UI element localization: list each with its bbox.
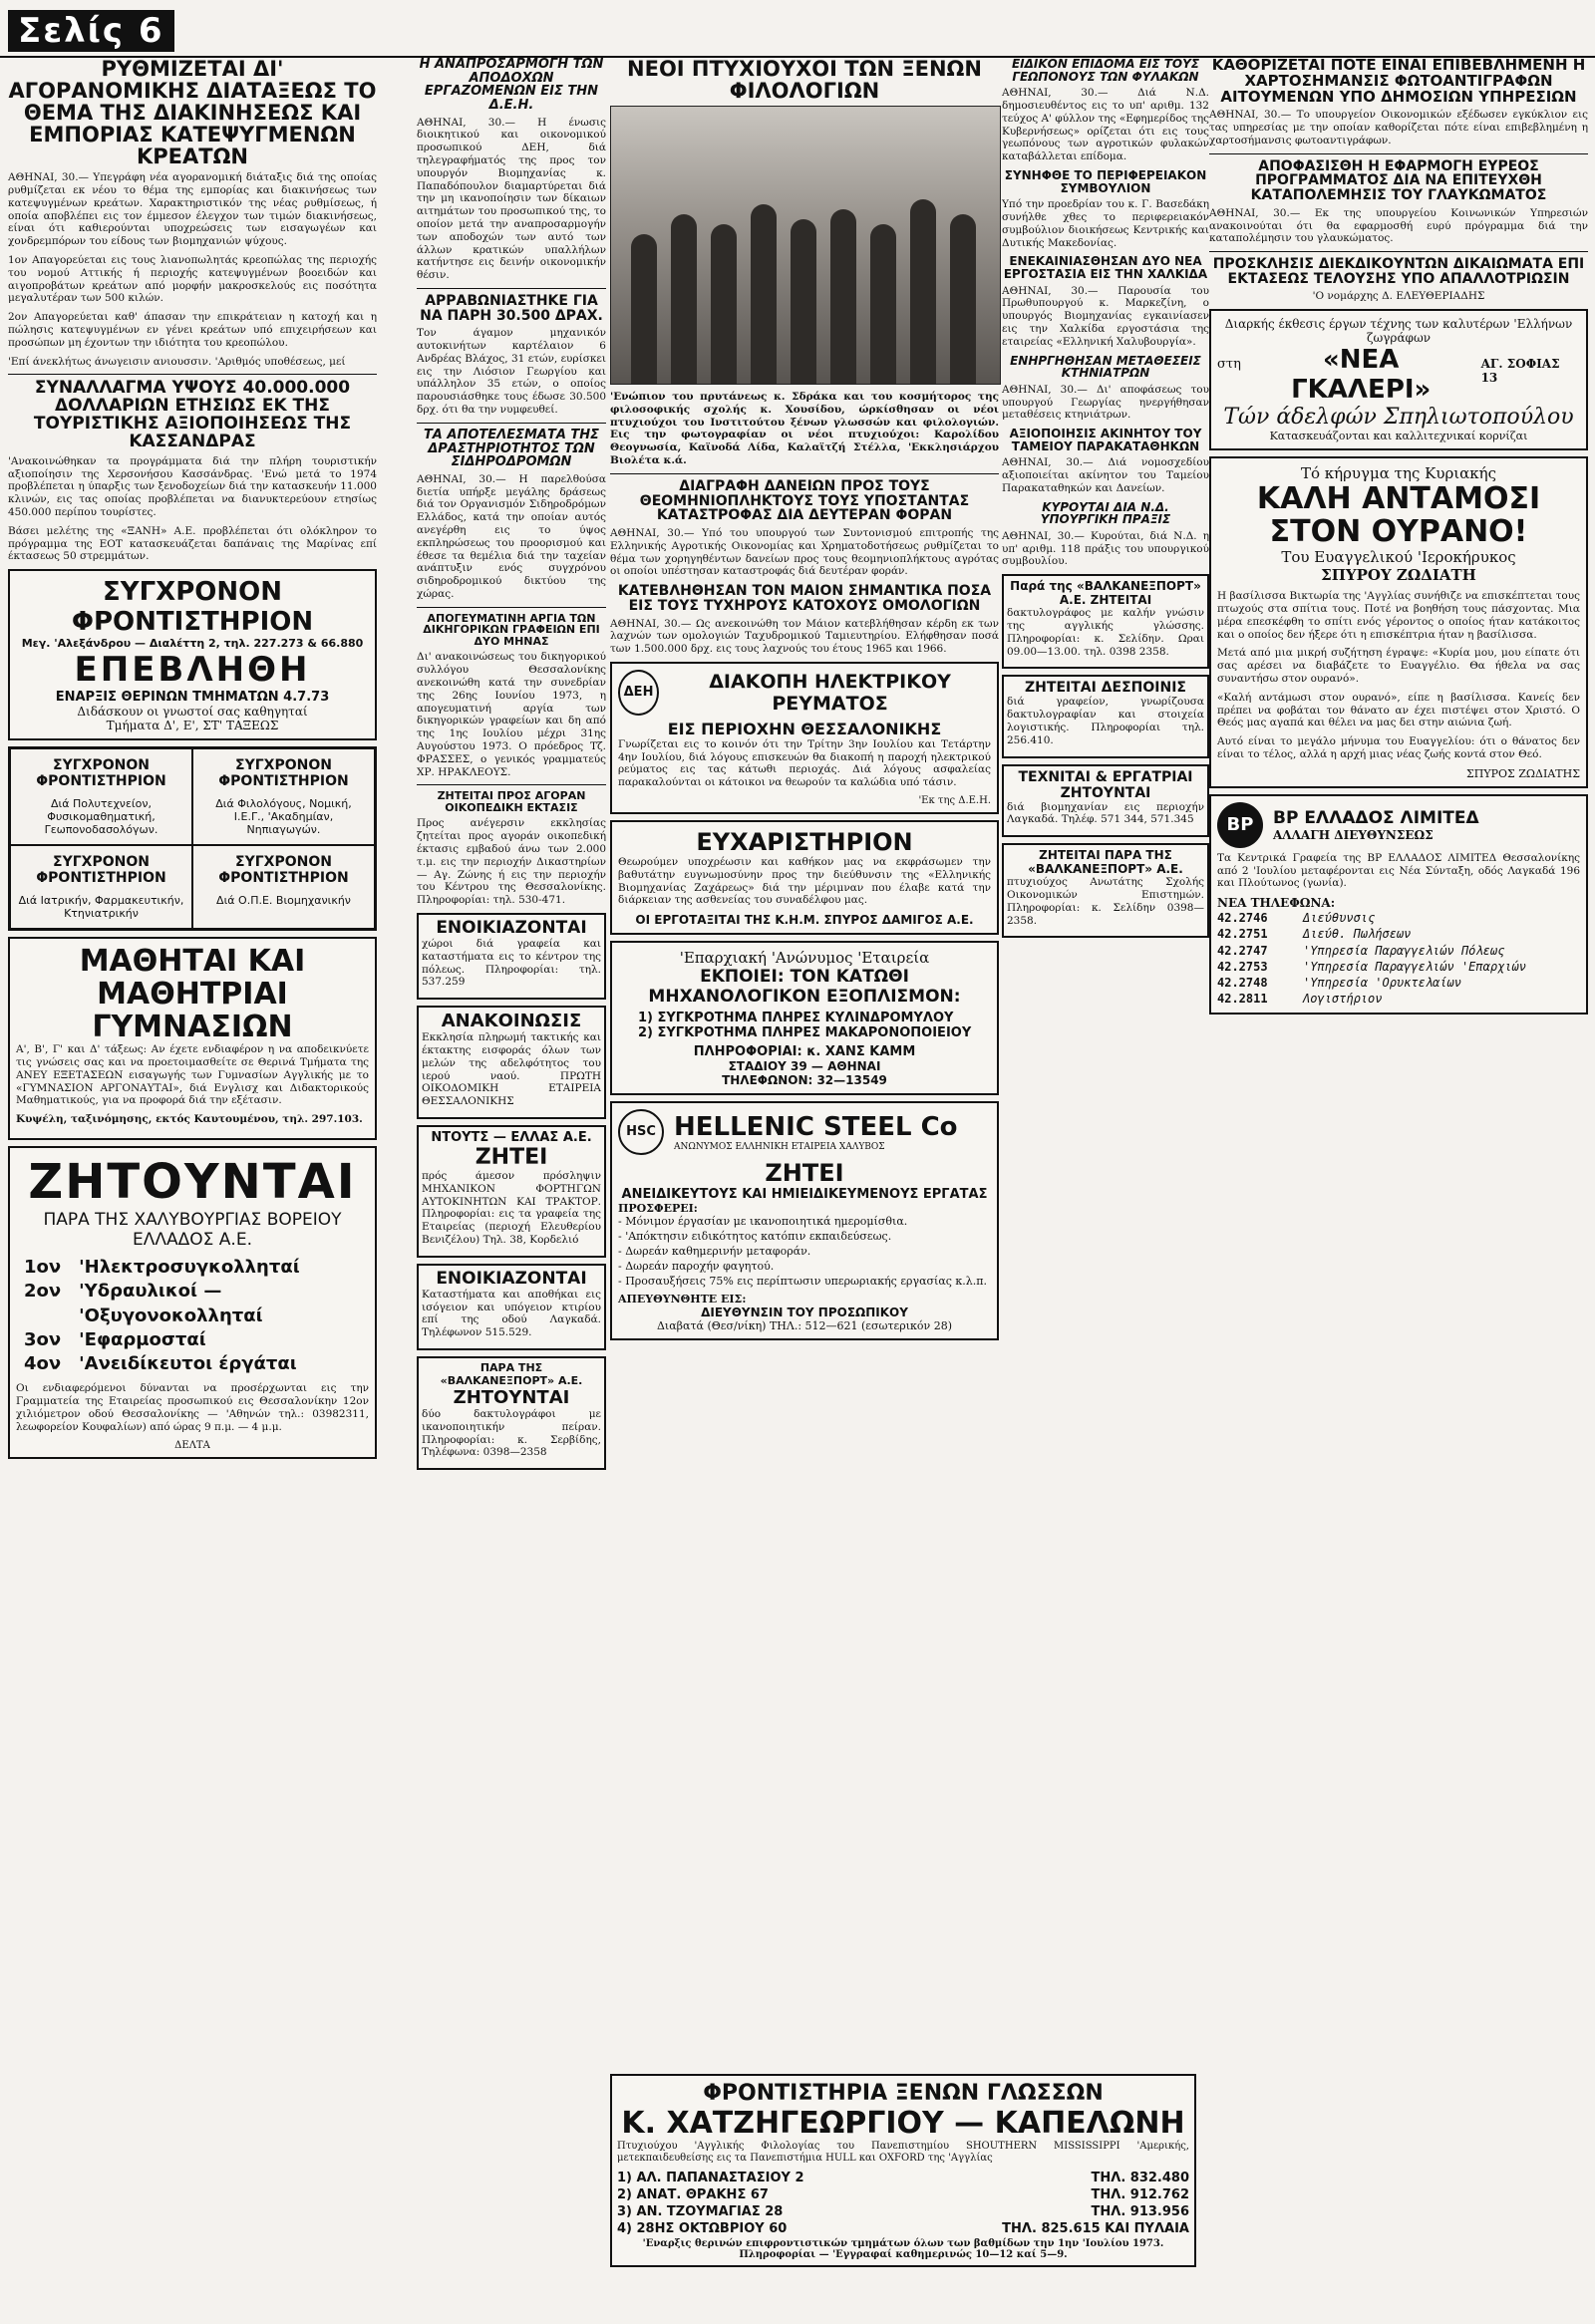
divider	[1209, 251, 1588, 252]
ad-text: διά βιομηχανίαν εις περιοχήν Λαγκαδά. Τηλέφ. 571 344, 571.345	[1007, 800, 1204, 826]
workers-wanted-ad	[1002, 764, 1209, 838]
headline-vets: ΕΝΗΡΓΗΘΗΣΑΝ ΜΕΤΑΘΕΣΕΙΣ ΚΤΗΝΙΑΤΡΩΝ	[1010, 353, 1201, 381]
headline-factories: ΕΝΕΚΑΙΝΙΑΣΘΗΣΑΝ ΔΥΟ ΝΕΑ ΕΡΓΟΣΤΑΣΙΑ ΕΙΣ ΤΗΝ ΧΑΛΚΙΔΑ	[1003, 254, 1208, 281]
list-item: 3) ΑΝ. ΤΖΟΥΜΑΓΙΑΣ 28 ΤΗΛ. 913.956	[617, 2204, 1189, 2220]
balkanexport-typist-ad	[1002, 574, 1209, 669]
ad-text: Τα Κεντρικά Γραφεία της BP ΕΛΛΑΔΟΣ ΛΙΜΙΤΕΔ Θεσσαλονίκης από 2 'Ιουλίου μεταφέρονται εις Νέα Σύνταξη, οδός Λαγκαδά 196 και Πλούτωνος (γωνία).	[1217, 851, 1580, 890]
article-text: Αυτό είναι το μεγάλο μήνυμα του Ευαγγελίου: ότι ο θάνατος δεν είναι το τέλος, αλλά η αρχή μιας νέας ζωής κοντά στον Θεό.	[1217, 735, 1580, 761]
article-text: ΑΘΗΝΑΙ, 30.— Ως ανεκοινώθη τον Μάιον κατεβλήθησαν κέρδη εκ των λαχνών των ομολογιών Ταχυδρομικού Ταμιευτηρίου. Ελήφθησαν ποσά των 1.500.000 δρχ. εις τους λαχνούς του έτους 1965 και 1966.	[610, 617, 999, 656]
ad-title: BP ΕΛΛΑΔΟΣ ΛΙΜΙΤΕΔ	[1273, 807, 1479, 828]
ad-text: Α', Β', Γ' και Δ' τάξεως: Αν έχετε ενδιαφέρον η να αποδεικνύετε τις γνώσεις σας και να προετοιμασθείτε σε Θερινά Τμήματα της ΑΝΕΥ ΕΞΕΤΑΣΕΩΝ εισαγωγής των Γυμνασίων Αγγλικής με το «ΓΥΜΝΑΣΙΟΝ ΑΡΓΟΝΑΥΤΑΙ», διά Ενγλισχ και Διδακτορικούς Μαθηματικούς, για να προφορά διά την εξέτασιν.	[16, 1043, 369, 1107]
ad-footer: 'Εναρξις θερινών επιφροντιστικών τμημάτων όλων των βαθμίδων την 1ην 'Ιουλίου 1973. Πληροφορίαι — 'Εγγραφαί καθημερινώς 10—12 καί 5—9.	[642, 2237, 1164, 2260]
ad-title: ΔΙΑΚΟΠΗ ΗΛΕΚΤΡΙΚΟΥ ΡΕΥΜΑΤΟΣ	[709, 670, 951, 715]
article-text: «Καλή αντάμωσι στον ουρανό», είπε η βασίλισσα. Κανείς δεν πρέπει να φοβάται τον θάνατο αν έχει πιστέψει στον Χριστό. Ο Θεός μας αγαπά και θέλει να μας δει στην αιώνια ζωή.	[1217, 691, 1580, 729]
sermon-column	[1209, 456, 1588, 788]
gallery-ad	[1209, 309, 1588, 450]
ad-name: Κ. ΧΑΤΖΗΓΕΩΡΓΙΟΥ — ΚΑΠΕΛΩΝΗ	[621, 2106, 1185, 2141]
article-text: Προς ανέγερσιν εκκλησίας ζητείται προς αγοράν οικοπεδική έκτασις εμβαδού άνω των 2.000 τ.μ. εις την περιοχήν Δικαστηρίων — Αγ. Ζώνης ή εις την περιοχήν του Κέντρου της Θεσσαλονίκης. Πληροφορίαι: τηλ. 530-471.	[417, 817, 606, 907]
headline-agronomists: ΕΙΔΙΚΟΝ ΕΠΙΔΟΜΑ ΕΙΣ ΤΟΥΣ ΓΕΩΠΟΝΟΥΣ ΤΩΝ ΦΥΛΑΚΩΝ	[1011, 57, 1200, 84]
article-text: 1ον Απαγορεύεται εις τους λιανοπωλητάς κρεοπώλας της περιοχής του νομού Αττικής ή περιοχής κατεψυγμένων βοοειδών και αιγοπροβάτων κρεάτων από μορφήν μακροσκελούς εις ποσότητα μεγαλυτέραν των 500 κιλών.	[8, 254, 377, 305]
headline-council: ΣΥΝΗΦΘΕ ΤΟ ΠΕΡΙΦΕΡΕΙΑΚΟΝ ΣΥΜΒΟΥΛΙΟΝ	[1004, 167, 1207, 195]
article-text: ΑΘΗΝΑΙ, 30.— Υπεγράφη νέα αγορανομική διάταξις διά της οποίας ρυθμίζεται εκ νέου το θέμα της εμπορίας και διακινήσεως των κατεψυγμένων κρεάτων. Χαρακτηριστικόν της νέας ρυθμίσεως, ή οποία αποβλέπει εις τον έμμεσον έλεγχον των τιμών διακινήσεως, είναι ότι καθιερούνται υποχρεώσεις των εισαγωγέων και χονδρεμπόρων του είδους των βιομηχανιών ψύχους.	[8, 171, 377, 248]
page-header	[0, 4, 1595, 58]
ad-title: ΖΗΤΕΙ	[475, 1145, 548, 1171]
ad-title: ΕΚΠΟΙΕΙ: ΤΟΝ ΚΑΤΩΘΙ ΜΗΧΑΝΟΛΟΓΙΚΟΝ ΕΞΟΠΛΙΣΜΟΝ:	[648, 967, 961, 1008]
power-cut-ad	[610, 662, 999, 814]
miss-wanted-ad	[1002, 675, 1209, 757]
bp-ad	[1209, 794, 1588, 1016]
list-item: 2ον 'Υδραυλικοί — 'Οξυγονοκολληταί	[24, 1281, 263, 1326]
offer-list	[618, 1215, 991, 1289]
rent-ad-2	[417, 1264, 606, 1350]
phone-list	[1217, 910, 1580, 1007]
article-text: ΑΘΗΝΑΙ, 30.— Παρουσία του Πρωθυπουργού κ. Μαρκεζίνη, ο υπουργός Βιομηχανίας εγκαινίασεν εις την Χαλκίδα εργοστάσια της εταιρείας «Ελληνική Χαλυβουργία».	[1002, 284, 1209, 348]
ad-text: Κατασκευάζονται και καλλιτεχνικαί κορνίζαι	[1269, 430, 1528, 443]
article-text: ΑΘΗΝΑΙ, 30.— Διά νομοσχεδίου αξιοποιείται ακίνητον του Ταμείου Παρακαταθηκών και Δανείων.	[1002, 456, 1209, 494]
list-item: 1ον 'Ηλεκτροσυγκολληταί	[24, 1256, 300, 1278]
ad-text: ΕΝΑΡΞΙΣ ΘΕΡΙΝΩΝ ΤΜΗΜΑΤΩΝ 4.7.73	[55, 690, 330, 706]
list-item: 4) 28ΗΣ ΟΚΤΩΒΡΙΟΥ 60 ΤΗΛ. 825.615 ΚΑΙ ΠΥΛΑΙΑ	[617, 2221, 1189, 2237]
gallery-address: ΑΓ. ΣΟΦΙΑΣ 13	[1480, 357, 1560, 386]
ad-text: Διαρκής έκθεσις έργων τέχνης των καλυτέρων 'Ελλήνων ζωγράφων	[1224, 317, 1573, 346]
ad-text: Καταστήματα και αποθήκαι εις ισόγειον και υπόγειον κτιρίου επί της οδού Λαγκαδά. Τηλέφωνον 515.529.	[422, 1288, 601, 1339]
ad-signature: 'Εκ της Δ.Ε.Η.	[918, 795, 991, 807]
ad-sub: ΕΙΣ ΠΕΡΙΟΧΗΝ ΘΕΣΣΑΛΟΝΙΚΗΣ	[667, 719, 942, 738]
headline-plot: ΖΗΤΕΙΤΑΙ ΠΡΟΣ ΑΓΟΡΑΝ ΟΙΚΟΠΕΔΙΚΗ ΕΚΤΑΣΙΣ	[437, 789, 586, 814]
article-text: ΑΘΗΝΑΙ, 30.— Δι' αποφάσεως του υπουργού Γεωργίας ηνεργήθησαν μεταθέσεις κτηνιάτρων.	[1002, 383, 1209, 422]
job-list	[24, 1256, 369, 1376]
article-text: ΑΘΗΝΑΙ, 30.— Υπό του υπουργού των Συντονισμού επιτροπής της Ελληνικής Αγροτικής Οικονομίας και Χρηματοδοτήσεως ρυθμίζεται το θέμα των χορηγηθέντων δανείων προς τους θεομηνιοπλήκτους αγρότας οι οποίοι υπέστησαν καταστροφάς διά δευτέραν φοράν.	[610, 526, 999, 578]
deh-logo: ΔΕΗ	[618, 670, 659, 716]
divider	[417, 784, 606, 785]
list-item: 42.2746 Διεύθυνσις	[1217, 911, 1376, 926]
article-text: ΑΘΗΝΑΙ, 30.— Εκ της υπουργείου Κοινωνικών Υπηρεσιών ανακοινούται ότι θα εφαρμοσθή ευρύ πρόγραμμα διά την καταπολέμησιν του γλαυκώματος.	[1209, 206, 1588, 245]
column-4	[1002, 58, 1209, 944]
headline-engagement: ΑΡΡΑΒΩΝΙΑΣΤΗΚΕ ΓΙΑ ΝΑ ΠΑΡΗ 30.500 ΔΡΑΧ.	[420, 292, 603, 324]
list-item: 42.2753 'Υπηρεσία Παραγγελιών 'Επαρχιών	[1217, 959, 1526, 974]
ad-signature: ΔΕΛΤΑ	[174, 1439, 210, 1451]
divider	[417, 607, 606, 608]
column-5	[1209, 58, 1588, 1020]
divider	[417, 423, 606, 424]
list-item: 3ον 'Εφαρμοσταί	[24, 1328, 206, 1350]
ad-text: Τμήματα Δ', Ε', ΣΤ' ΤΑΞΕΩΣ	[106, 719, 279, 733]
ad-title: ΣΥΓΧΡΟΝΟΝ ΦΡΟΝΤΙΣΤΗΡΙΟΝ	[71, 577, 314, 638]
balkanexport-ad	[417, 1356, 606, 1470]
ad-text: ΠΡΟΣΦΕΡΕΙ:	[618, 1202, 698, 1216]
ad-text: ΔΙΕΥΘΥΝΣΙΝ ΤΟΥ ΠΡΟΣΩΠΙΚΟΥ	[701, 1306, 908, 1320]
ad-title: ΖΗΤΟΥΝΤΑΙ	[28, 1153, 357, 1210]
graduate-wanted-ad	[1002, 843, 1209, 938]
article-text: Υπό την προεδρίαν του κ. Γ. Βασεδάκη συνήλθε χθες το περιφερειακόν συμβούλιον διοικήσεως Κεντρικής και Δυτικής Μακεδονίας.	[1002, 198, 1209, 249]
ad-text: Τών άδελφών Σπηλιωτοπούλου	[1223, 405, 1574, 431]
hellenic-steel-ad	[610, 1101, 999, 1340]
list-item: 2) ΣΥΓΚΡΟΤΗΜΑ ΠΛΗΡΕΣ ΜΑΚΑΡΟΝΟΠΟΙΕΙΟΥ	[638, 1025, 972, 1041]
list-item: - 'Απόκτησιν ειδικότητος κατόπιν εκπαιδεύσεως.	[618, 1230, 892, 1244]
ad-text: Οι ενδιαφερόμενοι δύνανται να προσέρχωνται εις την Γραμματεία της Εταιρείας προσωπικού εις Θεσσαλονίκην 12ον χιλιόμετρον οδού Θεσσαλονίκης — 'Αθηνών τηλ.: 03982311, λεωφορείον Κουφαλίων) από ώρας 9 π.μ. — 4 μ.μ.	[16, 1382, 369, 1433]
ad-title: ΕΝΟΙΚΙΑΖΟΝΤΑΙ	[436, 1268, 587, 1289]
ad-title: ΜΑΘΗΤΑΙ ΚΑΙ ΜΑΘΗΤΡΙΑΙ ΓΥΜΝΑΣΙΩΝ	[79, 944, 306, 1045]
list-item: 4ον 'Ανειδίκευτοι έργάται	[24, 1353, 297, 1375]
headline-frozen-meat: ΡΥΘΜΙΖΕΤΑΙ ΔΙ' ΑΓΟΡΑΝΟΜΙΚΗΣ ΔΙΑΤΑΞΕΩΣ ΤΟ ΘΕΜΑ ΤΗΣ ΔΙΑΚΙΝΗΣΕΩΣ ΚΑΙ ΕΜΠΟΡΙΑΣ ΚΑΤΕΨΥΓΜΕΝΩΝ ΚΡΕΑΤΩΝ	[8, 57, 377, 169]
divider	[417, 288, 606, 289]
article-text: ΑΘΗΝΑΙ, 30.— Το υπουργείον Οικονομικών εξέδωσεν εγκύκλιον εις τας υπηρεσίας με την οποίαν καθορίζεται πότε είναι επιβεβλημένη η χαρτοσήμανσις φωτοαντιγράφων.	[1209, 109, 1588, 146]
headline-lawyers: ΑΠΟΓΕΥΜΑΤΙΝΗ ΑΡΓΙΑ ΤΩΝ ΔΙΚΗΓΟΡΙΚΩΝ ΓΡΑΦΕΙΩΝ ΕΠΙ ΔΥΟ ΜΗΝΑΣ	[423, 611, 600, 648]
column-2	[417, 58, 606, 1476]
ad-contact: ΠΛΗΡΟΦΟΡΙΑΙ: κ. ΧΑΝΣ ΚΑΜΜ	[693, 1044, 916, 1060]
ad-title: ΖΗΤΕΙΤΑΙ ΠΑΡΑ ΤΗΣ «ΒΑΛΚΑΝΕΞΠΟΡΤ» Α.Ε.	[1028, 848, 1183, 877]
bp-logo: BP	[1217, 802, 1263, 848]
ad-title: ΑΝΑΚΟΙΝΩΣΙΣ	[441, 1011, 582, 1032]
ad-org: 'Επαρχιακή 'Ανώνυμος 'Εταιρεία	[679, 949, 930, 968]
ad-text: διά γραφείον, γνωρίζουσα δακτυλογραφίαν και στοιχεία λογιστικής. Πληροφορίαι τηλ. 256.410.	[1007, 696, 1204, 746]
ad-text: Πτυχιούχου 'Αγγλικής Φιλολογίας του Πανεπιστημίου SHOUTHERN MISSISSIPPI 'Αμερικής, μετεκπαιδευθείσης εις τα Πανεπιστήμια HULL και OXFORD της 'Αγγλίας	[617, 2141, 1189, 2165]
ad-text: ΑΠΕΥΘΥΝΘΗΤΕ ΕΙΣ:	[618, 1293, 747, 1307]
ad-sub: ΑΛΛΑΓΗ ΔΙΕΥΘΥΝΣΕΩΣ	[1273, 827, 1434, 842]
article-text: Μετά από μια μικρή συζήτηση έγραψε: «Κυρία μου, μου είπατε ότι σας αρέσει να διαβάζετε το Ευαγγέλιο. Θα ήθελα να σας συναντήσω στον ουρανό».	[1217, 647, 1580, 686]
ad-sub: ΠΑΡΑ ΤΗΣ ΧΑΛΥΒΟΥΡΓΙΑΣ ΒΟΡΕΙΟΥ ΕΛΛΑΔΟΣ Α.Ε.	[43, 1209, 342, 1250]
ad-address: ΣΤΑΔΙΟΥ 39 — ΑΘΗΝΑΙ	[728, 1059, 881, 1074]
column-1	[8, 58, 377, 1465]
article-text: 2ον Απαγορεύεται καθ' άπασαν την επικράτειαν η κατοχή και η πώλησις κατεψυγμένων εν γένει κρεάτων υπό επιχειρήσεων και προσώπων μη έχοντων την ιδιότητα του κρεοπώλου.	[8, 311, 377, 349]
list-item: - Μόνιμον έργασίαν με ικανοποιητικά ημερομίσθια.	[618, 1215, 908, 1229]
article-text: ΑΘΗΝΑΙ, 30.— Διά Ν.Δ. δημοσιευθέντος εις το υπ' αριθμ. 132 τεύχος Α' φύλλον της «Εφημερίδος της Κυβερνήσεως» ορίζεται ότι εις τους γεωπόνους των αγροτικών φυλακών καταβάλλεται επίδομα.	[1002, 87, 1209, 163]
ad-text: Διδάσκουν οι γνωστοί σας καθηγηταί	[77, 705, 308, 720]
ad-name: ΕΠΕΒΛΗΘΗ	[74, 650, 311, 691]
ad-contact: Κυψέλη, ταξινόμησης, εκτός Καυτουμένου, τηλ. 297.103.	[16, 1113, 363, 1126]
ad-text: δύο δακτυλογράφοι με ικανοποιητικήν πείραν. Πληροφορίαι: κ. Σερβίδης, Τηλέφωνα: 0398—2358	[422, 1407, 601, 1459]
sermon-author: ΣΠΥΡΟΥ ΖΩΔΙΑΤΗ	[1321, 566, 1476, 585]
list-item: - Προσαυξήσεις 75% εις περίπτωσιν υπερωριακής εργασίας κ.λ.π.	[618, 1274, 987, 1288]
language-school-ad	[610, 2074, 1196, 2267]
article-text: ΑΘΗΝΑΙ, 30.— Η ένωσις διοικητικού και οικονομικού προσωπικού ΔΕΗ, διά τηλεγραφήματός της προς τον υπουργόν Βιομηχανίας κ. Παπαδόπουλον διαμαρτύρεται διά την μη ικανοποίησιν των δίκαιων αιτημάτων του προσωπικού της, το οποίον μετά την αναπροσαρμογήν των αποδοχών των αυτό των άλλων κρατικών υπαλλήλων κατήντησε εις δεινήν οικονομικήν θέσιν.	[417, 116, 606, 282]
headline-graduates: ΝΕΟΙ ΠΤΥΧΙΟΥΧΟΙ ΤΩΝ ΞΕΝΩΝ ΦΙΛΟΛΟΓΙΩΝ	[627, 57, 982, 104]
divider	[1209, 153, 1588, 154]
ad-address: Διαβατά (Θεσ/νίκη) ΤΗΛ.: 512—621 (εσωτερικόν 28)	[656, 1319, 953, 1333]
headline-loans: ΔΙΑΓΡΑΦΗ ΔΑΝΕΙΩΝ ΠΡΟΣ ΤΟΥΣ ΘΕΟΜΗΝΙΟΠΛΗΚΤΟΥΣ ΤΟΥΣ ΥΠΟΣΤΑΝΤΑΣ ΚΑΤΑΣΤΡΟΦΑΣ ΔΙΑ ΔΕΥΤΕΡΑΝ ΦΟΡΑΝ	[639, 477, 970, 524]
ad-text: χώροι διά γραφεία και καταστήματα εις το κέντρον της πόλεως. Πληροφορίαι: τηλ. 537.259	[422, 938, 601, 989]
ad-address: Μεγ. 'Αλεξάνδρου — Διαλέττη 2, τηλ. 227.273 & 66.880	[21, 637, 364, 651]
students-ad	[8, 937, 377, 1140]
list-item: - Δωρεάν παροχήν φαγητού.	[618, 1259, 775, 1273]
equipment-sale-ad	[610, 941, 999, 1095]
steel-logo: HSC	[618, 1109, 664, 1155]
ad-title: ΖΗΤΕΙΤΑΙ ΔΕΣΠΟΙΝΙΣ	[1025, 680, 1186, 697]
ad-phone: ΤΗΛΕΦΩΝΟΝ: 32—13549	[722, 1073, 887, 1088]
headline-property: ΑΞΙΟΠΟΙΗΣΙΣ ΑΚΙΝΗΤΟΥ ΤΟΥ ΤΑΜΕΙΟΥ ΠΑΡΑΚΑΤΑΘΗΚΩΝ	[1009, 427, 1202, 453]
ad-text: στη	[1217, 357, 1241, 373]
ad-text: Εκκλησία πληρωμή τακτικής και έκτακτης εισφοράς όλων των μελών της αδελφότητος του ιερού ναού. ΠΡΩΤΗ ΟΙΚΟΔΟΜΙΚΗ ΕΤΑΙΡΕΙΑ ΘΕΣΣΑΛΟΝΙΚΗΣ	[422, 1031, 601, 1108]
grid-cell: ΣΥΓΧΡΟΝΟΝ ΦΡΟΝΤΙΣΤΗΡΙΟΝ Διά Ιατρικήν, Φαρμακευτικήν, Κτηνιατρικήν	[10, 845, 192, 929]
article-text: Τον άγαμον μηχανικόν αυτοκινήτων καρτέλαιον 6 Ανδρέας Βλάχος, 31 ετών, ευρίσκει εις την Λιόσιον Γεωργίου και υπάλληλον 35 ετών, ο οποίος παρουσιάσθηκε τους έδωσε 30.500 δρχ. ότι θα την νυμφευθεί.	[417, 327, 606, 417]
grid-cell: ΣΥΓΧΡΟΝΟΝ ΦΡΟΝΤΙΣΤΗΡΙΟΝ Διά Πολυτεχνείον, Φυσικομαθηματική, Γεωπονοδασολόγων.	[10, 748, 192, 845]
ad-title: ΠΑΡΑ ΤΗΣ «ΒΑΛΚΑΝΕΞΠΟΡΤ» Α.Ε.	[440, 1360, 583, 1387]
ad-title: ΤΕΧΝΙΤΑΙ & ΕΡΓΑΤΡΙΑΙ ΖΗΤΟΥΝΤΑΙ	[1018, 768, 1193, 801]
ad-text: πτυχιούχος Ανωτάτης Σχολής Οικονομικών Επιστημών. Πληροφορίαι: κ. Σελίδην 0398—2358.	[1007, 876, 1204, 927]
headline-ministerial-act: ΚΥΡΟΥΤΑΙ ΔΙΑ Ν.Δ. ΥΠΟΥΡΓΙΚΗ ΠΡΑΞΙΣ	[1040, 499, 1171, 527]
headline-kassandra: ΣΥΝΑΛΛΑΓΜΑ ΥΨΟΥΣ 40.000.000 ΔΟΛΛΑΡΙΩΝ ΕΤΗΣΙΩΣ ΕΚ ΤΗΣ ΤΟΥΡΙΣΤΙΚΗΣ ΑΞΙΟΠΟΙΗΣΕΩΣ ΤΗΣ ΚΑΣΣΑΝΔΡΑΣ	[33, 378, 352, 451]
sermon-signature: ΣΠΥΡΟΣ ΖΩΔΙΑΤΗΣ	[1465, 766, 1580, 780]
ad-title: HELLENIC STEEL Co	[674, 1112, 958, 1143]
list-item: 2) ΑΝΑΤ. ΘΡΑΚΗΣ 67 ΤΗΛ. 912.762	[617, 2187, 1189, 2203]
ad-sub: ΑΝΕΙΔΙΚΕΥΤΟΥΣ ΚΑΙ ΗΜΙΕΙΔΙΚΕΥΜΕΝΟΥΣ ΕΡΓΑΤΑΣ	[621, 1187, 988, 1203]
ad-text: ΝΕΑ ΤΗΛΕΦΩΝΑ:	[1217, 896, 1336, 911]
announcement-ad	[417, 1006, 606, 1119]
ad-title: ΖΗΤΟΥΝΤΑΙ	[453, 1386, 570, 1408]
ad-text: πρός άμεσον πρόσληψιν ΜΗΧΑΝΙΚΟΝ ΦΟΡΤΗΓΩΝ ΑΥΤΟΚΙΝΗΤΩΝ ΚΑΙ ΤΡΑΚΤΟΡ. Πληροφορίαι: εις τα γραφεία της Εταιρείας (περιοχή Ελευθερίου Βενιζέλου) Τηλ. 38, Κορδελιό	[422, 1170, 601, 1246]
divider	[610, 473, 999, 474]
headline-photocopies: ΚΑΘΟΡΙΖΕΤΑΙ ΠΟΤΕ ΕΙΝΑΙ ΕΠΙΒΕΒΛΗΜΕΝΗ Η ΧΑΡΤΟΣΗΜΑΝΣΙΣ ΦΩΤΟΑΝΤΙΓΡΑΦΩΝ ΑΙΤΟΥΜΕΝΩΝ ΥΠΟ ΔΗΜΟΣΙΩΝ ΥΠΗΡΕΣΙΩΝ	[1211, 56, 1586, 106]
ad-sub: ΑΝΩΝΥΜΟΣ ΕΛΛΗΝΙΚΗ ΕΤΑΙΡΕΙΑ ΧΑΛΥΒΟΣ	[674, 1142, 885, 1153]
ad-title: Παρά της «ΒΑΛΚΑΝΕΞΠΟΡΤ» Α.Ε. ΖΗΤΕΙΤΑΙ	[1010, 579, 1201, 608]
tutoring-ad	[8, 569, 377, 740]
headline-expropriation: ΠΡΟΣΚΛΗΣΙΣ ΔΙΕΚΔΙΚΟΥΝΤΩΝ ΔΙΚΑΙΩΜΑΤΑ ΕΠΙ ΕΚΤΑΣΕΩΣ ΤΕΛΟΥΣΗΣ ΥΠΟ ΑΠΑΛΛΟΤΡΙΩΣΙΝ	[1212, 256, 1585, 287]
article-text: Βάσει μελέτης της «ΞΑΝΗ» Α.Ε. προβλέπεται ότι ολόκληρον το πρόγραμμα της ΕΟΤ κατασκευάζεται δαπάναις της Μαρίνας επί έκτασεως 50 στρεμμάτων.	[8, 524, 377, 563]
gallery-name: «ΝΕΑ ΓΚΑΛΕΡΙ»	[1291, 345, 1432, 406]
sermon-by: Του Ευαγγελικού 'Ιεροκήρυκος	[1281, 548, 1516, 567]
list-item: 42.2811 Λογιστήριον	[1217, 992, 1383, 1007]
ad-text: Θεωρούμεν υποχρέωσιν και καθήκον μας να εκφράσωμεν την βαθυτάτην ευγνωμοσύνην προς την διεύθυνσιν της «Ελληνικής Βιομηχανίας Ζαχάρεως» διά την μέριμναν που έλαβε κατά την διάρκειαν της ασθενείας του συναδέλφου μας.	[618, 856, 991, 907]
school-branches	[617, 2171, 1189, 2238]
grid-cell: ΣΥΓΧΡΟΝΟΝ ΦΡΟΝΤΙΣΤΗΡΙΟΝ Διά Φιλολόγους, Νομική, Ι.Ε.Γ., 'Ακαδημίαν, Νηπιαγωγών.	[192, 748, 375, 845]
sermon-title: ΚΑΛΗ ΑΝΤΑΜΟΣΙ ΣΤΟΝ ΟΥΡΑΝΟ!	[1256, 481, 1541, 550]
ad-text: δακτυλογράφος με καλήν γνώσιν της αγγλικής γλώσσης. Πληροφορίαι: κ. Σελίδην. Ωραι 09.00—13.00. τηλ. 0398 2358.	[1007, 607, 1204, 658]
thanks-ad	[610, 820, 999, 935]
article-text: 'Ανακοινώθηκαν τα προγράμματα διά την πλήρη τουριστικήν αξιοποίησιν της Χερσονήσου Κασσάνδρας. 'Ενώ μετά το 1974 προβλέπεται η ύπαρξις των ξενοδοχείων διά την κατασκευήν 11.000 κλινών, εις τας οποίας προβλέπεται να διανυκτερεύουν ετησίως 450.000 περίπου τουρίστες.	[8, 454, 377, 518]
ad-title: ΕΝΟΙΚΙΑΖΟΝΤΑΙ	[436, 918, 587, 939]
sermon-pre: Τό κήρυγμα της Κυριακής	[1300, 464, 1497, 483]
article-text: Η βασίλισσα Βικτωρία της 'Αγγλίας συνήθιζε να επισκέπτεται τους πτωχούς στα σπίτια τους. Ποτέ να βοηθήση τους πάσχοντας. Μια μέρα επεσκέφθη το σπίτι ενός γέροντος ο οποίος ήταν κατάκοιτος και ο οποίος δεν ήξερε ότι η επισκέπτρια ήταν η βασίλισσα.	[1217, 590, 1580, 641]
list-item: - Δωρεάν καθημερινήν μεταφοράν.	[618, 1244, 811, 1258]
column-3	[610, 58, 999, 1346]
ad-text: Γνωρίζεται εις το κοινόν ότι την Τρίτην 3ην Ιουλίου και Τετάρτην 4ην Ιουλίου, διά λόγους επισκευών θα διακοπή η παροχή ηλεκτρικού ρεύματος εις τας κάτωθι περιοχάς. Διά λόγους ασφαλείας παρακαλούνται οι κάτοικοι να θεωρούν τα καλώδια υπό τάσιν.	[618, 737, 991, 789]
headline-glaucoma: ΑΠΟΦΑΣΙΣΘΗ Η ΕΦΑΡΜΟΓΗ ΕΥΡΕΟΣ ΠΡΟΓΡΑΜΜΑΤΟΣ ΔΙΑ ΝΑ ΕΠΙΤΕΥΧΘΗ ΚΑΤΑΠΟΛΕΜΗΣΙΣ ΤΟΥ ΓΛΑΥΚΩΜΑΤΟΣ	[1250, 157, 1547, 204]
headline-railways: ΤΑ ΑΠΟΤΕΛΕΣΜΑΤΑ ΤΗΣ ΔΡΑΣΤΗΡΙΟΤΗΤΟΣ ΤΩΝ ΣΙΔΗΡΟΔΡΟΜΩΝ	[423, 427, 600, 470]
article-text: 'Επί άνεκλήτως άνωγεισιν ανιουσσιν. 'Αριθμός υποθέσεως, μεί	[8, 355, 346, 368]
headline-bonds: ΚΑΤΕΒΛΗΘΗΣΑΝ ΤΟΝ ΜΑΙΟΝ ΣΗΜΑΝΤΙΚΑ ΠΟΣΑ ΕΙΣ ΤΟΥΣ ΤΥΧΗΡΟΥΣ ΚΑΤΟΧΟΥΣ ΟΜΟΛΟΓΙΩΝ	[617, 583, 992, 614]
list-item: 42.2747 'Υπηρεσία Παραγγελιών Πόλεως	[1217, 943, 1505, 958]
ad-title: ΕΥΧΑΡΙΣΤΗΡΙΟΝ	[696, 828, 913, 857]
list-item: 42.2748 'Υπηρεσία 'Ορυκτελαίων	[1217, 975, 1461, 990]
ad-signature: ΟΙ ΕΡΓΟΤΑΞΙΤΑΙ ΤΗΣ Κ.Η.Μ. ΣΠΥΡΟΣ ΔΑΜΙΓΟΣ Α.Ε.	[635, 913, 974, 928]
article-text: Δι' ανακοινώσεως του δικηγορικού συλλόγου Θεσσαλονίκης ανεκοινώθη κατά την συνεδρίαν της 26ης Ιουνίου 1973, η απογευματινή αργία των δικηγορικών γραφείων και δη από της 1ης Ιουλίου μέχρι 31ης Αυγούστου 1973. Ο πρόεδρος Τζ. ΦΡΑΣΣΕΣ, ο γενικός γραμματεύς ΧΡ. ΗΡΑΚΛΕΟΥΣ.	[417, 651, 606, 778]
divider	[8, 374, 377, 375]
list-item: 1) ΣΥΓΚΡΟΤΗΜΑ ΠΛΗΡΕΣ ΚΥΛΙΝΔΡΟΜΥΛΟΥ	[638, 1011, 954, 1026]
article-text: ΑΘΗΝΑΙ, 30.— Κυρούται, διά Ν.Δ. η υπ' αριθμ. 118 πράξις του υπουργικού συμβουλίου.	[1002, 529, 1209, 568]
list-item: 42.2751 Διεύθ. Πωλήσεων	[1217, 927, 1412, 942]
ad-title: ΖΗΤΕΙ	[765, 1159, 844, 1188]
list-item: 1) ΑΛ. ΠΑΠΑΝΑΣΤΑΣΙΟΥ 2 ΤΗΛ. 832.480	[617, 2171, 1189, 2186]
sale-list	[638, 1011, 991, 1040]
grid-cell: ΣΥΓΧΡΟΝΟΝ ΦΡΟΝΤΙΣΤΗΡΙΟΝ Διά Ο.Π.Ε. Βιομηχανικήν	[192, 845, 375, 929]
ad-title: ΦΡΟΝΤΙΣΤΗΡΙΑ ΞΕΝΩΝ ΓΛΩΣΣΩΝ	[703, 2081, 1104, 2106]
article-text: ΑΘΗΝΑΙ, 30.— Η παρελθούσα διετία υπήρξε μεγάλης δράσεως διά τον Οργανισμόν Σιδηροδρόμων Ελλάδος, κατά την οποίαν αυτός ανεγέρθη εις το ύψος εκπληρώσεως του προορισμού και έθεσε τα θεμέλια διά την ταχείαν ανάπτυξιν ενός συγχρόνου σιδηροδρομικού δικτύου της χώρας.	[417, 472, 606, 600]
ad-title: ΝΤΟΥΤΣ — ΕΛΛΑΣ Α.Ε.	[431, 1130, 592, 1146]
headline-deh-pay: Η ΑΝΑΠΡΟΣΑΡΜΟΓΗ ΤΩΝ ΑΠΟΔΟΧΩΝ ΕΡΓΑΖΟΜΕΝΩΝ ΕΙΣ ΤΗΝ Δ.Ε.Η.	[419, 57, 604, 113]
article-signature: 'Ο νομάρχης Δ. ΕΛΕΥΘΕΡΙΑΔΗΣ	[1312, 290, 1485, 303]
page-number-label: Σελίς 6	[8, 10, 174, 52]
steel-jobs-ad	[8, 1146, 377, 1459]
photo-caption: 'Ενώπιον του πρυτάνεως κ. Σδράκα και του κοσμήτορος της φιλοσοφικής σχολής κ. Χουσίδου, ώρκίσθησαν οι νέοι πτυχιούχοι του Ινστιτούτου ξένων γλωσσών και φιλολογιών. Εις την φωτογραφίαν οι νέοι πτυχιούχοι: Καρολίδου Θεογνωσία, Καϊνοδά Λίδα, Καλαϊτζή Στέλλα, 'Εκκλησιάρχου Βιολέτα κ.ά.	[610, 391, 999, 467]
duts-ad	[417, 1125, 606, 1258]
rent-ad	[417, 913, 606, 1000]
tutoring-grid	[8, 746, 377, 931]
graduates-photo	[610, 106, 1001, 385]
